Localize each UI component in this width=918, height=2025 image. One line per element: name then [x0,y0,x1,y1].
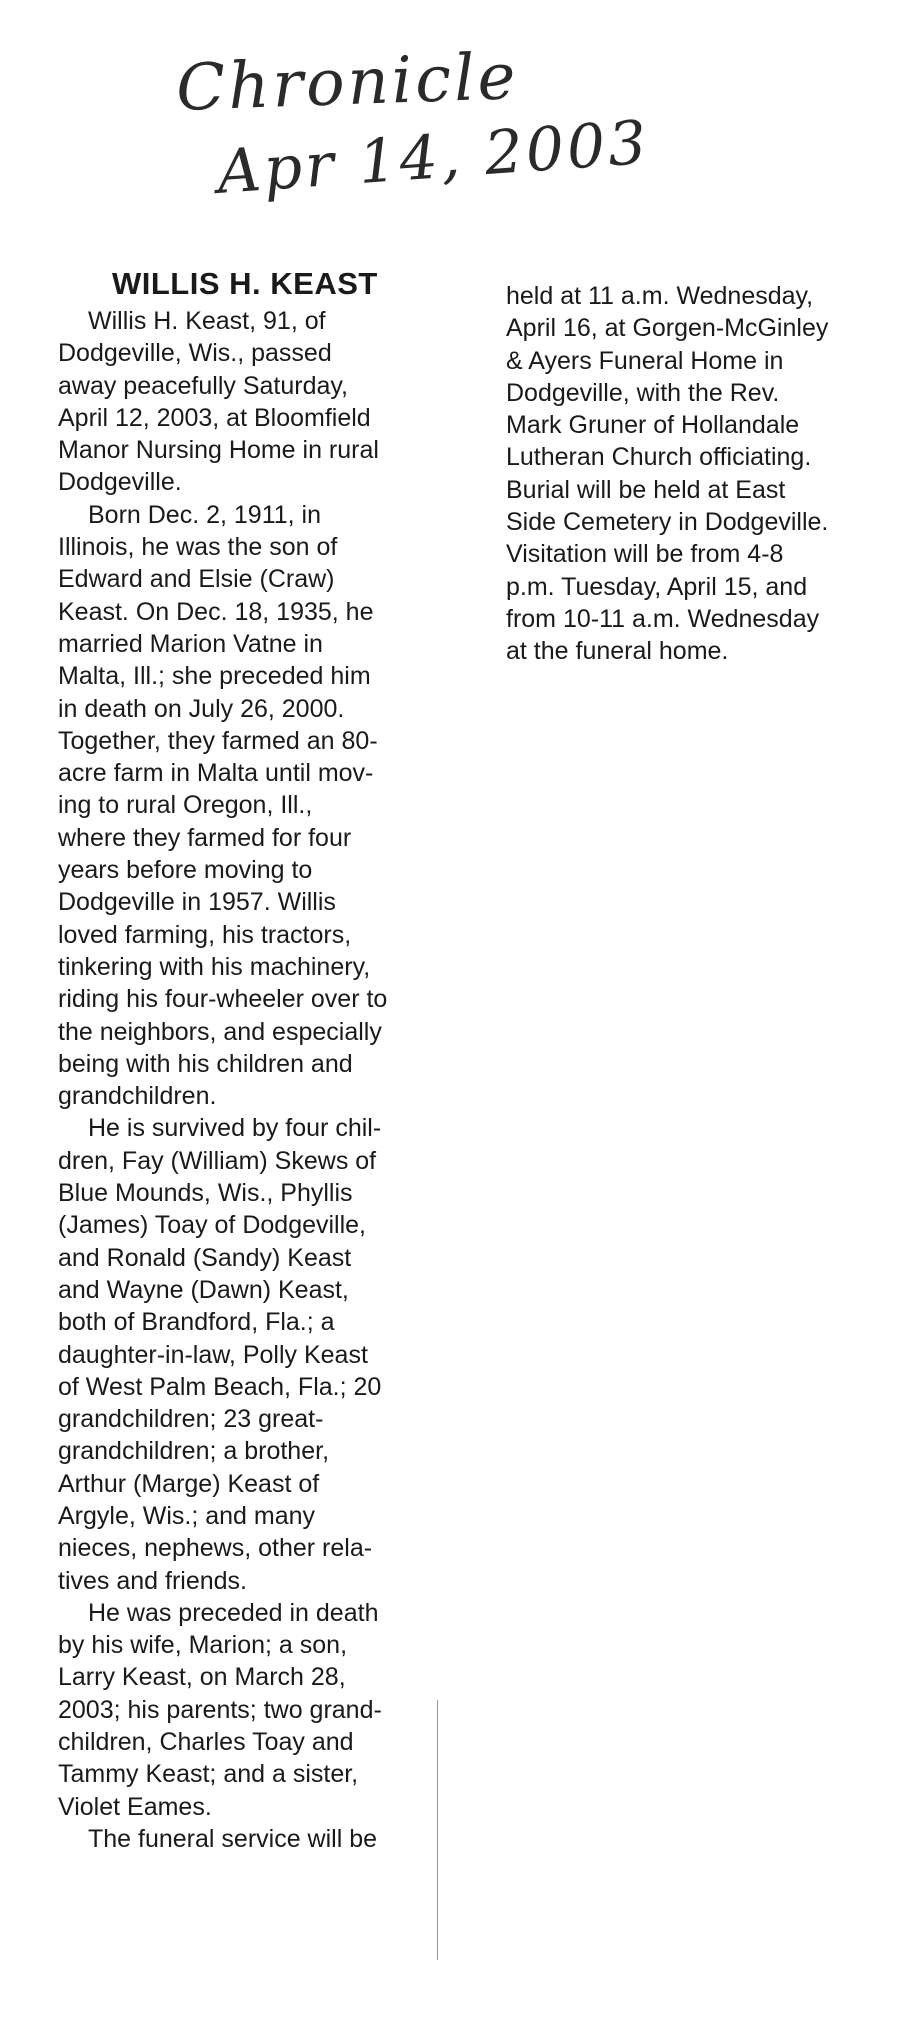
article-line: He is survived by four chil- [88,1114,382,1143]
article-line: (James) Toay of Dodgeville, [58,1211,367,1240]
article-line: years before moving to [58,856,313,885]
article-line: where they farmed for four [58,823,352,852]
article-line: grandchildren; a brother, [58,1437,330,1466]
article-line: Dodgeville. [58,468,182,497]
article-line: The funeral service will be [88,1824,378,1853]
article-line: & Ayers Funeral Home in [506,346,784,375]
handwritten-source-note: Chronicle [175,40,520,126]
article-line: and Wayne (Dawn) Keast, [58,1275,349,1304]
article-line: married Marion Vatne in [58,629,323,658]
article-line: Dodgeville in 1957. Willis [58,888,336,917]
article-column-left [58,305,446,1855]
article-line: children, Charles Toay and [58,1728,354,1757]
article-line: Larry Keast, on March 28, [58,1663,346,1692]
article-line: tives and friends. [58,1566,247,1595]
article-line: held at 11 a.m. Wednesday, [506,282,814,310]
article-line: in death on July 26, 2000. [58,694,345,723]
article-line: of West Palm Beach, Fla.; 20 [58,1372,382,1401]
article-line: Side Cemetery in Dodgeville. [506,508,829,537]
article-line: grandchildren. [58,1082,217,1111]
article-line: from 10-11 a.m. Wednesday [506,604,820,633]
obituary-headline: WILLIS H. KEAST [112,266,378,301]
article-line: being with his children and [58,1049,353,1078]
article-line: Blue Mounds, Wis., Phyllis [58,1179,353,1208]
article-column-right [506,280,896,668]
article-line: April 16, at Gorgen-McGinley [506,314,829,343]
article-line: He was preceded in death [88,1598,379,1627]
article-line: Arthur (Marge) Keast of [58,1469,320,1498]
article-line: at the funeral home. [506,637,729,666]
clipping-edge-line [437,1700,438,1960]
article-line: Born Dec. 2, 1911, in [88,500,322,529]
article-line: tinkering with his machinery, [58,952,371,981]
article-line: Keast. On Dec. 18, 1935, he [58,597,374,626]
article-line: by his wife, Marion; a son, [58,1631,348,1660]
article-line: daughter-in-law, Polly Keast [58,1340,368,1369]
article-line: acre farm in Malta until mov- [58,759,374,788]
article-line: riding his four-wheeler over to [58,985,388,1014]
article-line: away peacefully Saturday, [58,371,348,400]
article-line: Dodgeville, Wis., passed [58,339,332,368]
article-line: loved farming, his tractors, [58,920,352,949]
article-line: Willis H. Keast, 91, of [88,307,326,335]
article-line: the neighbors, and especially [58,1017,382,1046]
article-line: and Ronald (Sandy) Keast [58,1243,352,1272]
article-line: dren, Fay (William) Skews of [58,1146,377,1175]
article-line: Together, they farmed an 80- [58,726,378,755]
article-line: grandchildren; 23 great- [58,1405,324,1434]
article-line: nieces, nephews, other rela- [58,1534,373,1563]
article-line: Dodgeville, with the Rev. [506,378,780,407]
article-line: Lutheran Church officiating. [506,443,812,472]
handwritten-date-note: Apr 14, 2003 [215,107,652,208]
article-line: Manor Nursing Home in rural [58,436,379,465]
article-line: Visitation will be from 4-8 [506,540,784,569]
article-line: Illinois, he was the son of [58,533,338,562]
article-line: April 12, 2003, at Bloomfield [58,403,371,432]
article-line: both of Brandford, Fla.; a [58,1308,335,1337]
article-line: ing to rural Oregon, Ill., [58,791,313,820]
article-line: Mark Gruner of Hollandale [506,411,800,440]
article-line: Tammy Keast; and a sister, [58,1760,359,1789]
article-line: 2003; his parents; two grand- [58,1695,382,1724]
article-line: Edward and Elsie (Craw) [58,565,335,594]
article-line: Argyle, Wis.; and many [58,1501,316,1530]
article-line: Violet Eames. [58,1792,212,1821]
article-line: p.m. Tuesday, April 15, and [506,572,808,601]
article-line: Malta, Ill.; she preceded him [58,662,371,691]
article-line: Burial will be held at East [506,475,786,504]
